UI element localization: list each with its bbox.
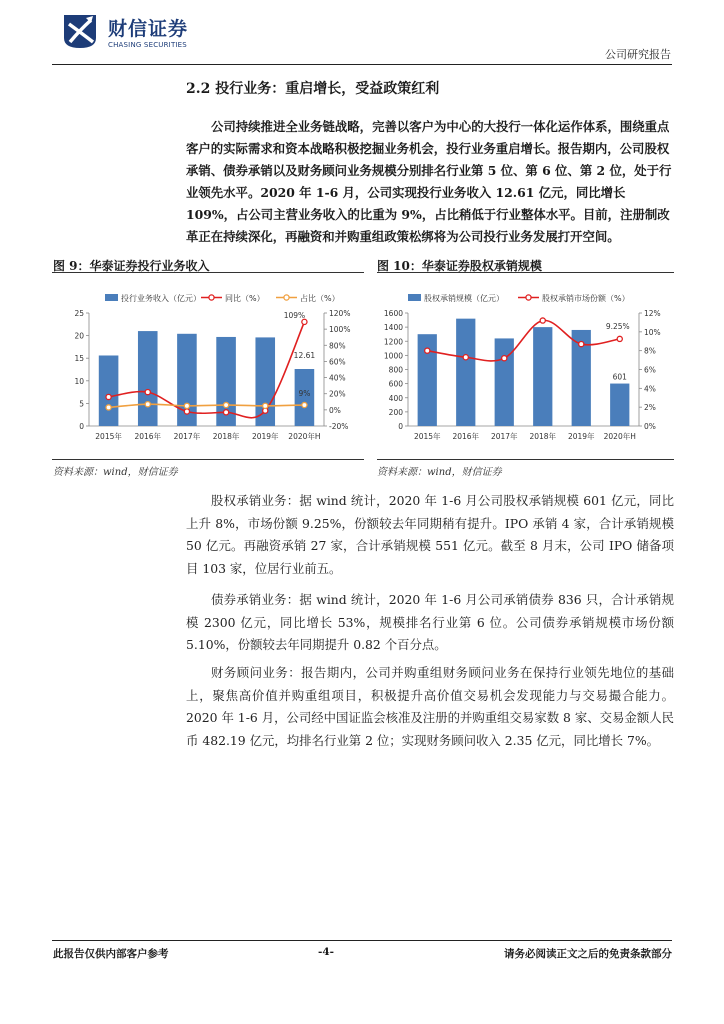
series-point bbox=[263, 403, 268, 408]
figure-9-source: 资料来源：wind，财信证券 bbox=[53, 467, 178, 478]
x-tick-label: 2015年 bbox=[413, 432, 441, 441]
series-point bbox=[106, 394, 111, 399]
right-tick-label: 40% bbox=[329, 373, 346, 383]
right-tick-label: 8% bbox=[644, 346, 656, 356]
bar bbox=[495, 338, 514, 426]
x-tick-label: 2018年 bbox=[212, 432, 240, 441]
left-tick-label: 20 bbox=[74, 331, 84, 341]
series-point bbox=[463, 355, 468, 360]
left-tick-label: 25 bbox=[74, 309, 84, 318]
series-point bbox=[579, 341, 584, 346]
left-tick-label: 1000 bbox=[383, 351, 403, 361]
series-point bbox=[223, 402, 228, 407]
series-point bbox=[223, 410, 228, 415]
right-tick-label: 0% bbox=[329, 405, 341, 415]
financial-advisory-paragraph: 财务顾问业务：报告期内，公司并购重组财务顾问业务在保持行业领先地位的基础上，聚焦高价值并购重组项目，积极提升高价值交易机会发现能力与交易撮合能力。2020 年 1-6 月，公司经中国证监会核准及注册的并购重组交易家数 8 家、交易金额人民币 482.19 亿元，均排名行业第 2 位；实现财务顾问收入 2.35 亿元，同比增长 7%。 bbox=[186, 665, 674, 748]
figure-10-top-rule bbox=[377, 272, 674, 273]
left-tick-label: 10 bbox=[74, 376, 84, 386]
legend-market-share-marker bbox=[526, 295, 531, 300]
footer-disclaimer-right: 请务必阅读正文之后的免责条款部分 bbox=[504, 948, 672, 960]
x-tick-label: 2018年 bbox=[529, 432, 557, 441]
right-tick-label: 6% bbox=[644, 365, 656, 375]
right-tick-label: 12% bbox=[644, 309, 661, 318]
left-tick-label: 1400 bbox=[383, 323, 403, 333]
legend-share-marker bbox=[284, 295, 289, 300]
figure-10-title: 图 10：华泰证券股权承销规模 bbox=[377, 259, 542, 273]
x-tick-label: 2016年 bbox=[134, 432, 162, 441]
footer-disclaimer-left: 此报告仅供内部客户参考 bbox=[53, 948, 169, 960]
right-tick-label: 20% bbox=[329, 389, 346, 399]
bar bbox=[99, 355, 119, 426]
legend-yoy-marker bbox=[209, 295, 214, 300]
legend-revenue-swatch bbox=[105, 294, 118, 301]
right-tick-label: 4% bbox=[644, 384, 656, 394]
left-tick-label: 0 bbox=[398, 422, 403, 431]
right-tick-label: 60% bbox=[329, 357, 346, 367]
logo-english-name: CHASING SECURITIES bbox=[108, 41, 187, 49]
x-tick-label: 2019年 bbox=[251, 432, 279, 441]
chart9-lines bbox=[106, 319, 307, 417]
legend-yoy-label: 同比（%） bbox=[225, 294, 265, 303]
company-logo bbox=[60, 10, 230, 54]
right-tick-label: 10% bbox=[644, 327, 661, 337]
left-tick-label: 0 bbox=[79, 422, 84, 431]
logo-mark-icon bbox=[60, 12, 100, 50]
revenue-last-label: 12.61 bbox=[293, 351, 316, 361]
bar bbox=[456, 319, 475, 426]
bond-underwriting-paragraph: 债券承销业务：据 wind 统计，2020 年 1-6 月公司承销债券 836 只，合计承销规模 2300 亿元，同比增长 53%，规模排名行业第 6 位。公司债券承销规模市场份额 5.10%，份额较去年同期提升 0.82 个百分点。 bbox=[186, 592, 674, 652]
equity-underwriting-paragraph: 股权承销业务：据 wind 统计，2020 年 1-6 月公司股权承销规模 601 亿元，同比上升 8%，市场份额 9.25%，份额较去年同期稍有提升。IPO 承销 4 家，合计承销规模 50 亿元。再融资承销 27 家，合计承销规模 551 亿元。截至 8 月末，公司 IPO 储备项目 103 家，位居行业前五。 bbox=[186, 493, 674, 576]
left-tick-label: 800 bbox=[388, 365, 403, 375]
series-line bbox=[109, 404, 305, 407]
right-tick-label: 100% bbox=[329, 325, 351, 335]
ib-revenue-chart bbox=[52, 275, 364, 458]
logo-chinese-name: 财信证券 bbox=[108, 18, 189, 40]
legend-share-label: 占比（%） bbox=[300, 294, 340, 303]
figure-10-source: 资料来源：wind，财信证券 bbox=[377, 467, 502, 478]
left-tick-label: 400 bbox=[388, 393, 403, 403]
figure-9-title: 图 9：华泰证券投行业务收入 bbox=[53, 259, 210, 273]
equity-underwriting-chart bbox=[377, 275, 674, 458]
series-point bbox=[145, 402, 150, 407]
underwriting-last-label: 601 bbox=[612, 372, 627, 382]
x-tick-label: 2020年H bbox=[288, 432, 321, 441]
right-tick-label: 120% bbox=[329, 309, 351, 318]
chart10-legend bbox=[408, 293, 630, 303]
series-point bbox=[184, 403, 189, 408]
x-tick-label: 2016年 bbox=[452, 432, 480, 441]
legend-underwriting-label: 股权承销规模（亿元） bbox=[424, 294, 504, 303]
series-point bbox=[106, 405, 111, 410]
right-tick-label: 0% bbox=[644, 422, 656, 431]
figure-10-bottom-rule bbox=[377, 459, 674, 460]
x-tick-label: 2019年 bbox=[567, 432, 595, 441]
chart10-annotations bbox=[606, 322, 630, 382]
series-point bbox=[184, 409, 189, 414]
report-type-label: 公司研究报告 bbox=[605, 48, 671, 61]
bar bbox=[533, 327, 552, 426]
x-tick-label: 2017年 bbox=[490, 432, 518, 441]
series-point bbox=[617, 336, 622, 341]
bar bbox=[138, 331, 158, 426]
footer-divider bbox=[52, 940, 672, 941]
series-point bbox=[302, 319, 307, 324]
section-title: 2.2 投行业务：重启增长，受益政策红利 bbox=[186, 81, 440, 97]
left-tick-label: 15 bbox=[74, 354, 84, 364]
legend-underwriting-swatch bbox=[408, 294, 421, 301]
right-tick-label: -20% bbox=[329, 422, 349, 431]
header-divider bbox=[52, 64, 672, 65]
left-tick-label: 5 bbox=[79, 399, 84, 409]
page-number: -4- bbox=[318, 946, 335, 958]
market-share-last-label: 9.25% bbox=[605, 321, 630, 331]
left-tick-label: 1200 bbox=[383, 337, 403, 347]
series-point bbox=[145, 390, 150, 395]
left-tick-label: 600 bbox=[388, 379, 403, 389]
right-tick-label: 2% bbox=[644, 403, 656, 413]
series-point bbox=[540, 318, 545, 323]
series-line bbox=[109, 322, 305, 418]
legend-market-share-label: 股权承销市场份额（%） bbox=[542, 294, 630, 303]
series-point bbox=[425, 348, 430, 353]
left-tick-label: 200 bbox=[388, 407, 403, 417]
x-tick-label: 2015年 bbox=[95, 432, 122, 441]
left-tick-label: 1600 bbox=[383, 309, 403, 318]
series-point bbox=[302, 402, 307, 407]
figure-9-top-rule bbox=[52, 272, 364, 273]
right-tick-label: 80% bbox=[329, 341, 346, 351]
yoy-last-label: 109% bbox=[283, 310, 306, 320]
x-tick-label: 2020年H bbox=[603, 432, 636, 441]
chart9-legend bbox=[105, 293, 340, 303]
x-tick-label: 2017年 bbox=[173, 432, 201, 441]
share-last-label: 9% bbox=[298, 389, 311, 399]
chart10-lines bbox=[425, 318, 623, 361]
intro-paragraph: 公司持续推进全业务链战略，完善以客户为中心的大投行一体化运作体系，围绕重点客户的实际需求和资本战略积极挖掘业务机会，投行业务重启增长。报告期内，公司股权承销、债券承销以及财务顾问业务规模分别排名行业第 5 位、第 6 位、第 2 位，处于行业领先水平。2020 年 1-6 月，公司实现投行业务收入 12.61 亿元，同比增长 109%，占公司主营业务收入的比重为 9%，占比稍低于行业整体水平。目前，注册制改革正在持续深化，再融资和并购重组政策松绑将为公司投行业务发展打开空间。 bbox=[186, 119, 672, 244]
figure-9-bottom-rule bbox=[52, 459, 364, 460]
bar bbox=[610, 384, 629, 426]
series-point bbox=[502, 356, 507, 361]
chart10-bars bbox=[418, 319, 630, 426]
legend-revenue-label: 投行业务收入（亿元） bbox=[121, 294, 201, 303]
